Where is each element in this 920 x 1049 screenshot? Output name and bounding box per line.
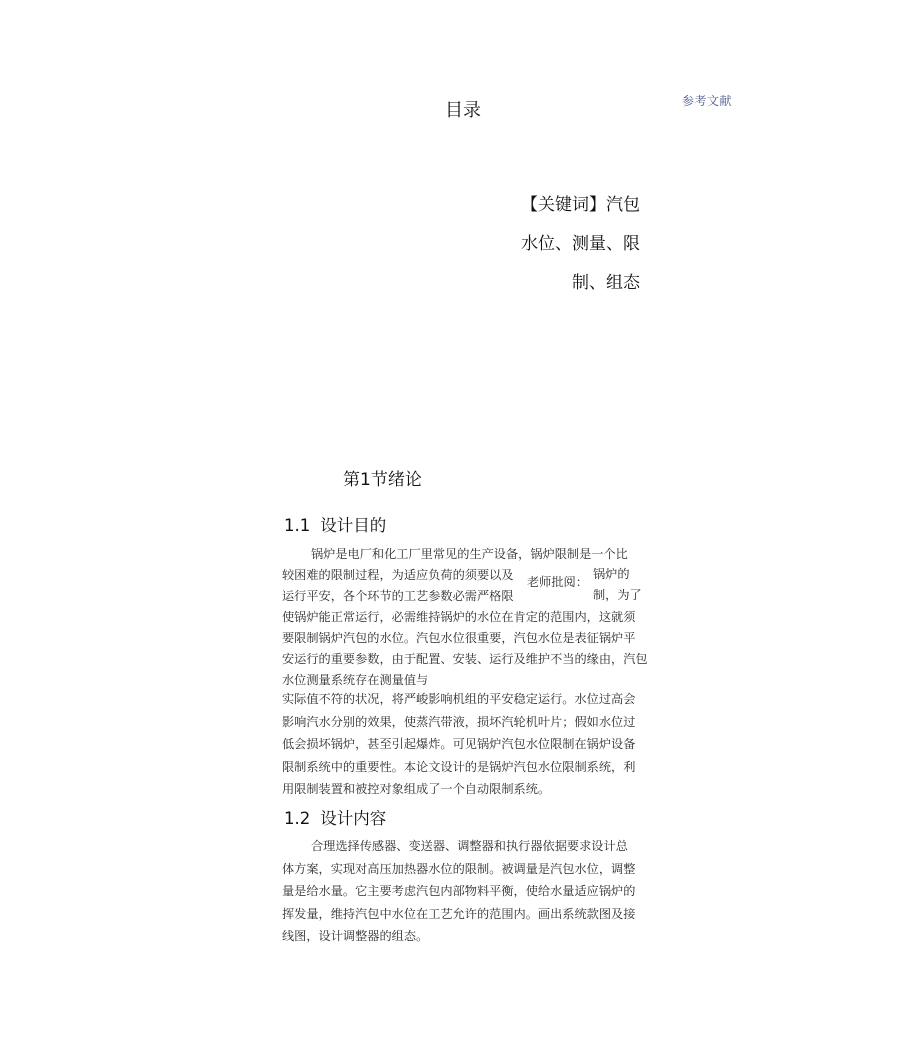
paragraph-line: 使锅炉能正常运行，必需维持锅炉的水位在肯定的范围内，这就须 xyxy=(282,610,636,624)
paragraph-line: 实际值不符的状况，将严峻影响机组的平安稳定运行。水位过高会 xyxy=(282,692,636,706)
references-link[interactable]: 参考文献 xyxy=(682,94,733,108)
keywords-block xyxy=(500,186,640,303)
keywords-line: 【关键词】汽包 xyxy=(521,195,640,215)
paragraph-line: 运行平安，各个环节的工艺参数必需严格限 xyxy=(282,589,514,603)
section-1-1-paragraph-2 xyxy=(282,688,642,801)
toc-title: 目录 xyxy=(445,100,481,121)
section-title: 设计目的 xyxy=(320,516,387,535)
paragraph-line: 量是给水量。它主要考虑汽包内部物料平衡，使给水量适应锅炉的 xyxy=(282,884,636,898)
paragraph-line: 低会损坏锅炉，甚至引起爆炸。可见锅炉汽包水位限制在锅炉设备 xyxy=(282,737,636,751)
section-1-2-paragraph-1 xyxy=(282,835,642,948)
section-number: 1.1 xyxy=(284,516,311,535)
paragraph-line: 较困难的限制过程，为适应负荷的须要以及 xyxy=(282,568,514,582)
paragraph-line: 安运行的重要参数，由于配置、安装、运行及维护不当的缘由，汽包 xyxy=(282,652,648,666)
paragraph-line: 用限制装置和被控对象组成了一个自动限制系统。 xyxy=(282,782,551,796)
paragraph-line: 水位测量系统存在测量值与 xyxy=(282,673,429,687)
paragraph-line: 线图，设计调整器的组态。 xyxy=(282,929,429,943)
section-heading-1-1 xyxy=(284,512,386,536)
section-title: 设计内容 xyxy=(320,809,387,828)
teacher-comment-label: 老师批阅： xyxy=(527,575,588,589)
section-1-1-paragraph-1 xyxy=(282,544,648,691)
section-heading-1-2 xyxy=(284,805,386,829)
paragraph-line: 影响汽水分别的效果，使蒸汽带液，损坏汽轮机叶片；假如水位过 xyxy=(282,714,636,729)
chapter-title: 第1节绪论 xyxy=(343,470,422,490)
paragraph-line: 合理选择传感器、变送器、调整器和执行器依据要求设计总 xyxy=(311,839,628,853)
paragraph-line: 体方案，实现对高压加热器水位的限制。被调量是汽包水位，调整 xyxy=(282,861,636,876)
paragraph-line: 限制系统中的重要性。本论文设计的是锅炉汽包水位限制系统，利 xyxy=(282,759,636,774)
paragraph-fragment: 锅炉的 xyxy=(593,567,630,581)
section-number: 1.2 xyxy=(284,809,311,828)
paragraph-fragment: 制，为了 xyxy=(593,588,642,602)
paragraph-line: 锅炉是电厂和化工厂里常见的生产设备，锅炉限制是一个比 xyxy=(311,547,628,561)
paragraph-line: 挥发量，维持汽包中水位在工艺允许的范围内。画出系统款图及接 xyxy=(282,906,636,921)
keywords-line: 制、组态 xyxy=(572,273,640,293)
paragraph-line: 要限制锅炉汽包的水位。汽包水位很重要，汽包水位是表征锅炉平 xyxy=(282,631,636,645)
keywords-line: 水位、测量、限 xyxy=(521,234,640,254)
